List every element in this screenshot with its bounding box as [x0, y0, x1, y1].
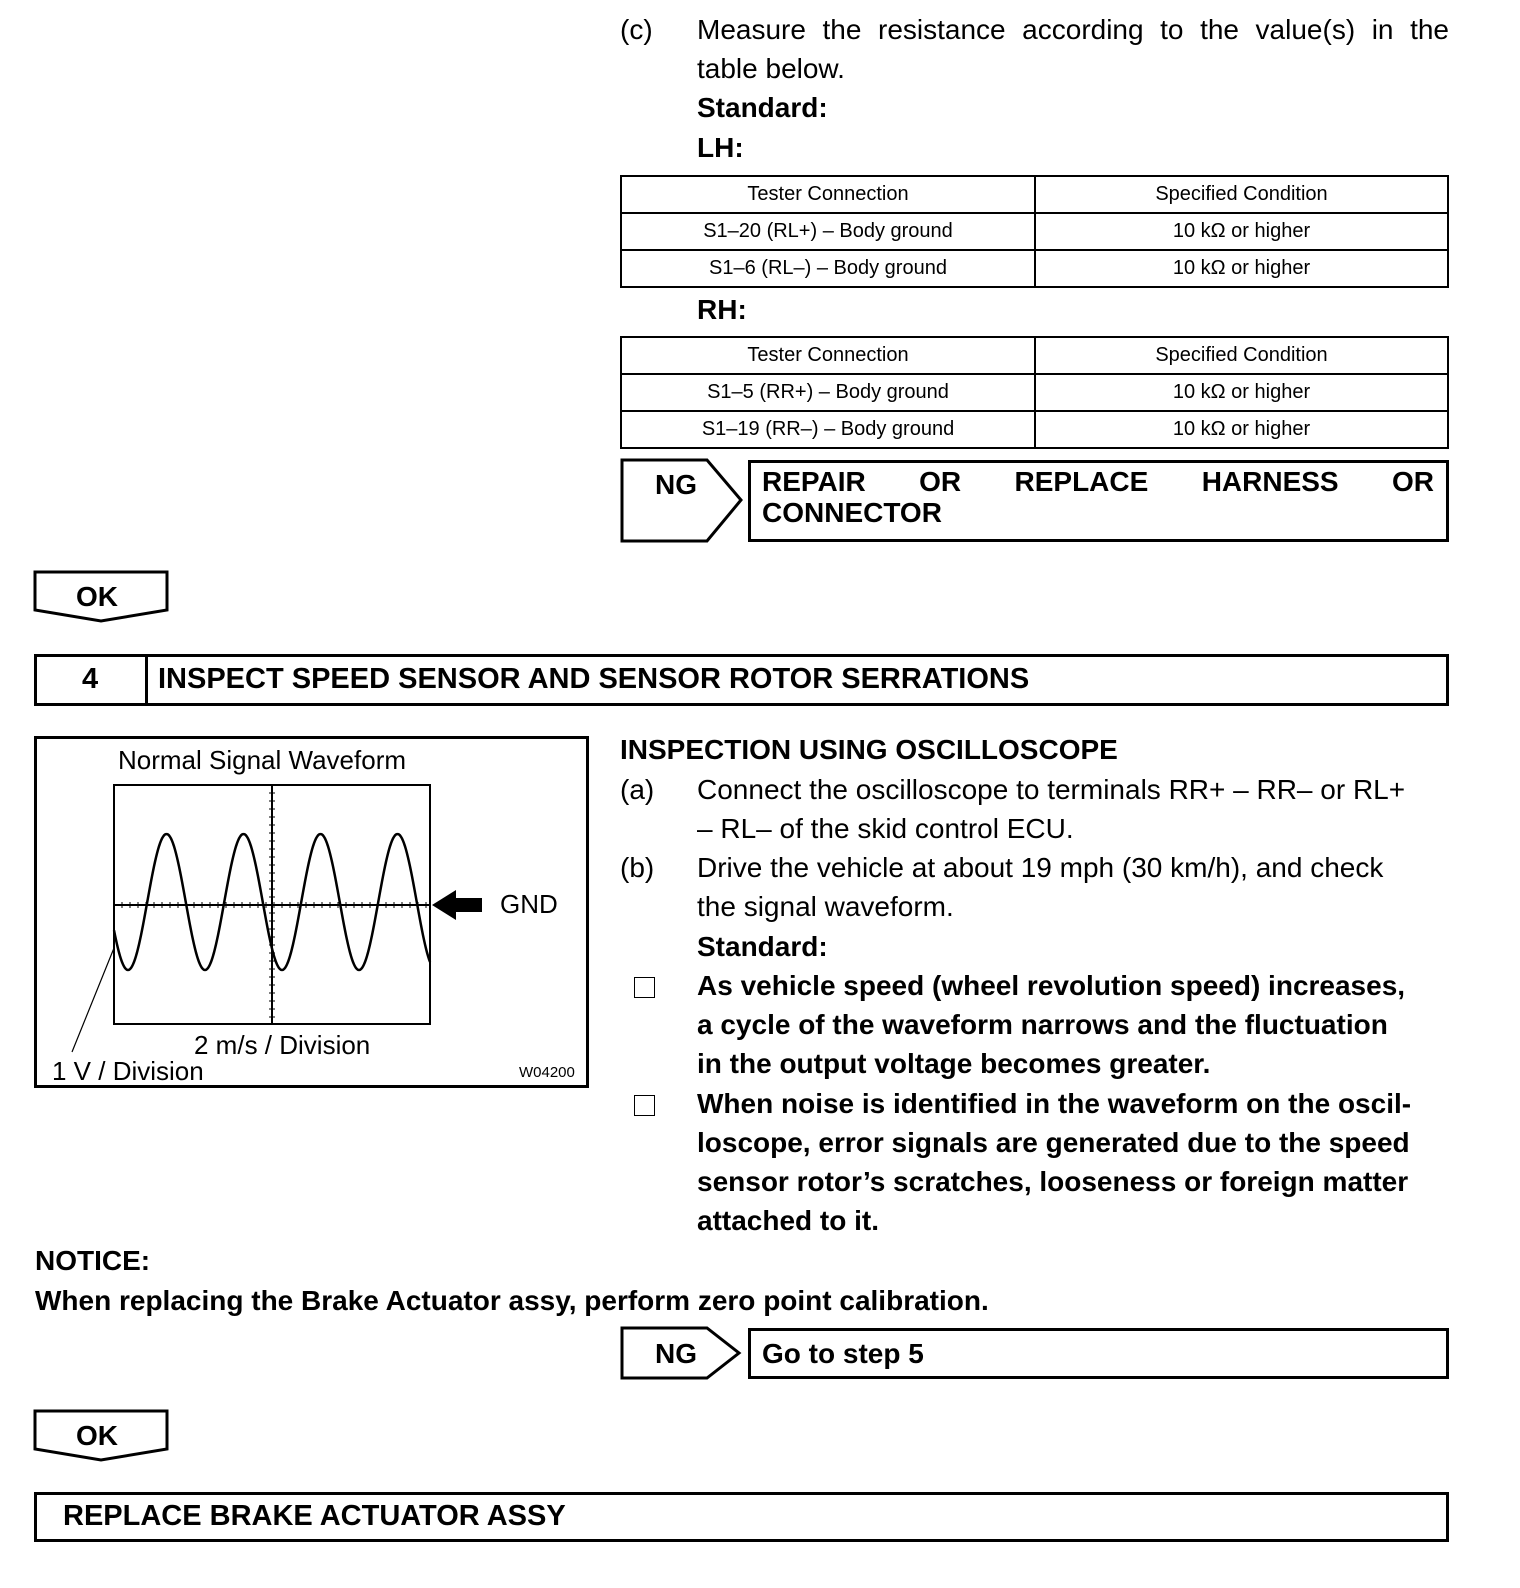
step-title: INSPECT SPEED SENSOR AND SENSOR ROTOR SERRATIONS	[158, 663, 1030, 695]
ng-action-line2: CONNECTOR	[762, 497, 942, 528]
lh-table	[620, 175, 1449, 288]
criterion-2-line: loscope, error signals are generated due to the speed	[697, 1127, 1410, 1158]
header-condition: Specified Condition	[1035, 337, 1448, 374]
rh-table	[620, 336, 1449, 449]
step-c-marker: (c)	[620, 14, 653, 45]
ng-tag: NG	[655, 1338, 697, 1369]
header-tester: Tester Connection	[621, 176, 1035, 213]
lh-label: LH:	[697, 132, 744, 163]
standard-label: Standard:	[697, 931, 828, 962]
ok-label: OK	[76, 581, 118, 612]
leader-line	[72, 948, 114, 1052]
ok-label: OK	[76, 1420, 118, 1451]
criterion-2-line: attached to it.	[697, 1205, 880, 1236]
criterion-2-line: sensor rotor’s scratches, looseness or foreign matter	[697, 1166, 1409, 1197]
final-step-title: REPLACE BRAKE ACTUATOR ASSY	[63, 1500, 566, 1532]
table-row: S1–19 (RR–) – Body ground 10 kΩ or higher	[621, 411, 1448, 448]
waveform-chart	[0, 0, 600, 1100]
figure-code: W04200	[519, 1064, 575, 1081]
step-a-marker: (a)	[620, 774, 655, 805]
ng-action-text: Go to step 5	[762, 1338, 924, 1369]
y-division-label: 1 V / Division	[52, 1056, 204, 1086]
step-b-line1: Drive the vehicle at about 19 mph (30 km/h), and check	[697, 852, 1384, 883]
checkbox-icon	[634, 977, 655, 998]
x-division-label: 2 m/s / Division	[194, 1030, 371, 1060]
criterion-1-line: a cycle of the waveform narrows and the fluctuation	[697, 1009, 1388, 1040]
criterion-2-line: When noise is identified in the waveform on the oscil-	[697, 1088, 1412, 1119]
inspection-heading: INSPECTION USING OSCILLOSCOPE	[620, 734, 1118, 765]
criterion-1-line: As vehicle speed (wheel revolution speed) increases,	[697, 970, 1406, 1001]
step-c-line2: table below.	[697, 53, 845, 84]
step-b-line2: the signal waveform.	[697, 891, 954, 922]
standard-label: Standard:	[697, 92, 828, 123]
ng-tag: NG	[655, 469, 697, 500]
step-c-line1: Measure the resistance according to the value(s) in the	[697, 14, 1449, 45]
ng-action-line1: REPAIR OR REPLACE HARNESS OR	[762, 466, 1434, 497]
gnd-arrow-icon	[432, 890, 482, 920]
header-condition: Specified Condition	[1035, 176, 1448, 213]
step-number: 4	[82, 663, 99, 695]
checkbox-icon	[634, 1095, 655, 1116]
table-row: S1–5 (RR+) – Body ground 10 kΩ or higher	[621, 374, 1448, 411]
table-row: S1–20 (RL+) – Body ground 10 kΩ or higher	[621, 213, 1448, 250]
header-tester: Tester Connection	[621, 337, 1035, 374]
table-row: S1–6 (RL–) – Body ground 10 kΩ or higher	[621, 250, 1448, 287]
rh-label: RH:	[697, 294, 747, 325]
figure-title: Normal Signal Waveform	[118, 745, 407, 775]
step-a-line2: – RL– of the skid control ECU.	[697, 813, 1074, 844]
notice-label: NOTICE:	[35, 1245, 151, 1276]
gnd-label: GND	[500, 889, 558, 919]
step-a-line1: Connect the oscilloscope to terminals RR+ – RR– or RL+	[697, 774, 1406, 805]
criterion-1-line: in the output voltage becomes greater.	[697, 1048, 1211, 1079]
notice-text: When replacing the Brake Actuator assy, perform zero point calibration.	[35, 1285, 989, 1316]
step-b-marker: (b)	[620, 852, 655, 883]
